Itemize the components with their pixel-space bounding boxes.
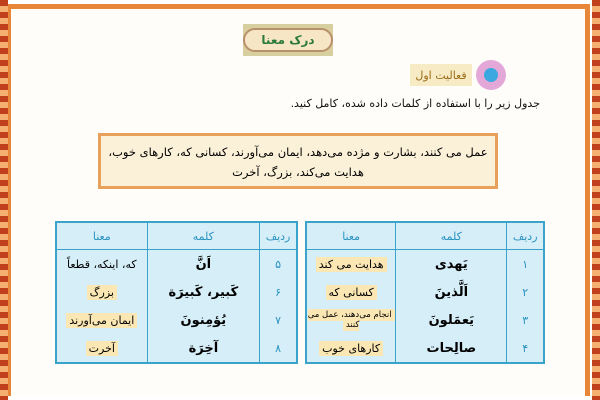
meaning: هدایت می کند <box>316 257 387 272</box>
row-number: ۶ <box>260 278 297 306</box>
right-ornament <box>592 0 600 400</box>
word: یَهدی <box>396 250 507 279</box>
header-meaning: معنا <box>56 222 147 250</box>
word-bank-line: عمل می کنند، بشارت و مژده می‌دهد، ایمان می‌آورند، کسانی که، کارهای خوب، <box>108 145 488 159</box>
meaning: کارهای خوب <box>319 341 383 356</box>
table-right <box>305 221 545 364</box>
table-row <box>306 306 544 334</box>
flower-icon <box>476 60 506 90</box>
header-meaning: معنا <box>306 222 396 250</box>
meaning: انجام می‌دهند، عمل می کنند <box>308 309 395 331</box>
word: یُؤمِنونَ <box>147 306 259 334</box>
table-row <box>306 334 544 363</box>
word: یَعمَلونَ <box>396 306 507 334</box>
table-row <box>56 250 297 279</box>
meaning: ایمان می‌آورند <box>66 313 137 328</box>
word: اَلَّذینَ <box>396 278 507 306</box>
row-number: ۲ <box>507 278 544 306</box>
meaning: بزرگ <box>87 285 117 300</box>
table-row <box>56 306 297 334</box>
table-row <box>56 278 297 306</box>
section-title-badge <box>243 24 333 56</box>
word: آخِرَة <box>147 334 259 363</box>
activity-label: فعالیت اول <box>410 64 472 86</box>
word-bank-line: هدایت می‌کند، بزرگ، آخرت <box>232 165 364 179</box>
row-number: ۷ <box>260 306 297 334</box>
word-bank <box>98 133 498 189</box>
header-row: ردیف <box>507 222 544 250</box>
meaning: که، اینکه، قطعاً <box>56 250 147 279</box>
table-left <box>55 221 298 364</box>
row-number: ۴ <box>507 334 544 363</box>
instruction: جدول زیر را با استفاده از کلمات داده شده، کامل کنید. <box>290 97 540 110</box>
word: صالِحات <box>396 334 507 363</box>
row-number: ۳ <box>507 306 544 334</box>
word: کَبیر، کَبیرَة <box>147 278 259 306</box>
table-row <box>56 334 297 363</box>
row-number: ۱ <box>507 250 544 279</box>
word: اَنَّ <box>147 250 259 279</box>
meaning: آخرت <box>86 341 118 356</box>
table-row <box>306 278 544 306</box>
left-ornament <box>0 0 8 400</box>
header-row: ردیف <box>260 222 297 250</box>
row-number: ۵ <box>260 250 297 279</box>
section-title: درک معنا <box>243 28 332 52</box>
header-word: کلمه <box>396 222 507 250</box>
meaning: کسانی که <box>326 285 377 300</box>
row-number: ۸ <box>260 334 297 363</box>
header-word: کلمه <box>147 222 259 250</box>
table-row <box>306 250 544 279</box>
